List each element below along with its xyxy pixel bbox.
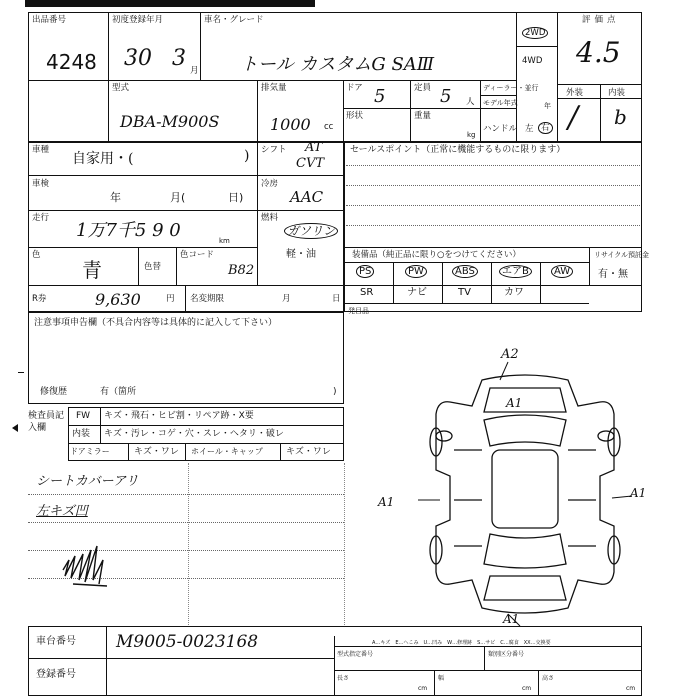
inspector-label: 検査員記入欄: [28, 411, 65, 433]
equipment-row-2: [344, 285, 589, 303]
drive-4wd: 4WD: [522, 56, 543, 66]
footer-legend: A…キズ E…へこみ U…凹み W…修理跡 S…サビ C…腐食 XX…交換要: [372, 640, 551, 646]
shift-cvt: CVT: [296, 156, 325, 171]
ac-value: AAC: [290, 188, 324, 206]
seats-value: 5: [440, 86, 452, 107]
seats-unit: 人: [466, 97, 475, 107]
lot-number: 4248: [46, 50, 97, 74]
r-fee-unit: 円: [166, 294, 175, 304]
equipment-label: 装備品（純正品に限り○をつけてください）: [352, 250, 521, 260]
equip-leather: カワ: [504, 287, 524, 298]
reg-date-label: 初度登録年月: [112, 15, 164, 25]
reg-month: 3: [172, 46, 186, 71]
handle-right: 右: [538, 123, 553, 133]
header-banner: [25, 0, 315, 7]
name-change-day: 日: [332, 294, 341, 304]
ac-label: 冷房: [261, 179, 279, 189]
reg-number-label: 登録番号: [36, 669, 76, 680]
equip-sr: SR: [360, 287, 374, 298]
mileage-label: 走行: [32, 213, 50, 223]
check-interior-items: キズ・汚レ・コゲ・穴・スレ・ヘタリ・破レ: [104, 429, 284, 439]
recycle-value: 有・無: [598, 269, 628, 280]
repair-label: 修復歴: [40, 387, 68, 397]
model-name: トール カスタムG SAⅢ: [240, 54, 435, 75]
color-code-label: 色コード: [180, 250, 215, 260]
sales-point-label: セールスポイント（正常に機能するものに限ります）: [350, 145, 566, 155]
check-mirror-items: キズ・ワレ: [134, 447, 179, 457]
weight-label: 重量: [414, 111, 432, 121]
mark-a1-rear: A1: [503, 612, 520, 626]
equip-pw: PW: [405, 267, 427, 277]
width-label: 幅: [438, 675, 445, 682]
mark-a1-left: A1: [378, 495, 395, 509]
check-interior-label: 内装: [72, 429, 91, 439]
height-unit: cm: [626, 685, 636, 692]
exterior-label: 外装: [566, 88, 584, 98]
weight-unit: kg: [467, 131, 476, 139]
equipment-row-1: [344, 262, 589, 285]
cert-label: 型式指定番号: [337, 651, 374, 658]
shape-label: 形状: [346, 111, 364, 121]
model-year-label: モデル年式: [483, 99, 518, 107]
type-label: 型式: [112, 83, 130, 93]
equip-aw: AW: [551, 267, 573, 277]
lot-label: 出品番号: [32, 15, 67, 25]
equip-tv: TV: [458, 287, 471, 298]
interior-grade: b: [614, 105, 627, 129]
inspection-year: 年: [110, 191, 121, 204]
usage-label: 車種: [32, 145, 50, 155]
check-wheel-items: キズ・ワレ: [286, 447, 331, 457]
check-fw-items: キズ・飛石・ヒビ割・リペア跡・X要: [104, 411, 254, 421]
repair-close: ): [333, 387, 337, 397]
fuel-extra: 軽・油: [286, 249, 316, 260]
color-code: B82: [228, 263, 255, 278]
score-label: 評価点: [582, 15, 620, 25]
equip-ps: PS: [356, 267, 374, 277]
name-change-month: 月: [282, 294, 291, 304]
inspection-label: 車検: [32, 179, 50, 189]
handle-left: 左: [525, 124, 534, 134]
mark-a2: A2: [501, 347, 519, 362]
class-label: 類別区分番号: [488, 651, 525, 658]
handle-label: ハンドル: [483, 124, 518, 134]
repair-value: 有（箇所: [100, 387, 137, 397]
recycle-label: リサイクル預託金: [594, 251, 650, 259]
usage-close: ): [244, 148, 250, 164]
mark-a1-right: A1: [630, 486, 647, 500]
length-unit: cm: [418, 685, 428, 692]
shift-label: シフト: [261, 145, 287, 155]
length-label: 長さ: [337, 675, 350, 682]
check-mirror-label: ドアミラー: [70, 447, 110, 456]
reg-year: 30: [124, 46, 152, 71]
color-change-label: 色替: [144, 262, 162, 272]
drive-2wd: 2WD: [522, 28, 548, 38]
displacement-value: 1000: [270, 115, 311, 134]
options-label: 発目品: [348, 307, 369, 315]
r-fee-value: 9,630: [95, 290, 141, 309]
displacement-label: 排気量: [261, 83, 287, 93]
dealer-label: ディーラー・並行: [483, 84, 539, 92]
displacement-unit: cc: [324, 122, 334, 132]
inspection-month: 月(: [170, 191, 186, 204]
check-fw-label: FW: [76, 411, 91, 421]
shift-at: AT: [305, 140, 323, 155]
doors-value: 5: [374, 86, 386, 107]
notes-label: 注意事項申告欄（不具合内容等は具体的に記入して下さい）: [34, 318, 278, 328]
note-seat-cover: シートカバーアリ: [36, 474, 139, 489]
equip-airbag: エアB: [499, 267, 532, 277]
chassis-label: 車台番号: [36, 636, 76, 647]
equip-abs: ABS: [452, 267, 478, 277]
margin-mark: [18, 372, 24, 373]
name-change-label: 名変期限: [190, 294, 225, 304]
fuel-value: ガソリン: [284, 222, 338, 239]
inspection-day: 日): [228, 191, 244, 204]
mileage-unit: km: [219, 237, 230, 245]
arrow-marker-icon: [12, 424, 18, 432]
mark-a1-roof: A1: [506, 396, 523, 410]
score-value: 4.5: [576, 36, 621, 69]
scribble-mark: [55, 530, 125, 590]
width-unit: cm: [522, 685, 532, 692]
type-code: DBA-M900S: [120, 112, 220, 131]
doors-label: ドア: [346, 83, 363, 93]
check-wheel-label: ホイール・キャップ: [191, 447, 263, 456]
exterior-grade: /: [568, 100, 579, 135]
seats-label: 定員: [414, 83, 432, 93]
height-label: 高さ: [542, 675, 555, 682]
color-value: 青: [82, 258, 102, 282]
chassis-value: M9005-0023168: [116, 632, 259, 652]
car-damage-diagram: [400, 350, 650, 630]
car-outline: [436, 375, 614, 613]
interior-label: 内装: [608, 88, 626, 98]
model-year-unit: 年: [544, 102, 551, 110]
equip-navi: ナビ: [407, 287, 427, 298]
r-fee-label: R券: [32, 294, 47, 304]
model-label: 車名・グレード: [204, 15, 264, 25]
reg-month-unit: 月: [190, 66, 199, 76]
fuel-label: 燃料: [261, 213, 279, 223]
note-left-scratch: 左キズ凹: [36, 504, 88, 519]
usage-value: 自家用・(: [72, 151, 134, 167]
color-label: 色: [32, 250, 41, 260]
mileage-value: 1万7千5 9 0: [76, 220, 181, 241]
